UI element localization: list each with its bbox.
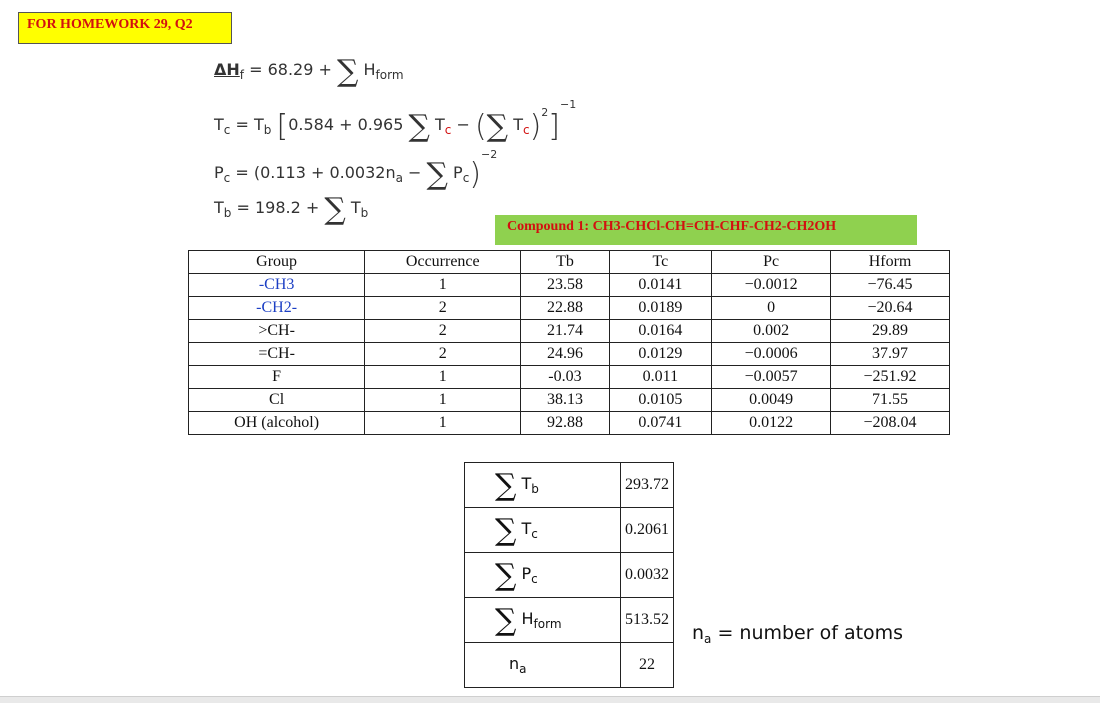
sigma-symbol: ∑ <box>324 192 346 227</box>
pc-body: = (0.113 + 0.0032n <box>230 163 396 182</box>
cell: 21.74 <box>521 320 609 343</box>
header-tc: Tc <box>609 251 712 274</box>
sum-symbol: $n_a$ <box>465 643 621 688</box>
cell: 0.0164 <box>609 320 712 343</box>
tb-term: T <box>350 198 361 217</box>
sum-symbol: ∑ $P_c$ <box>465 553 621 598</box>
cell: 24.96 <box>521 343 609 366</box>
cell: 1 <box>365 412 521 435</box>
sum-value: 513.52 <box>621 598 674 643</box>
hf-lhs-sub: f <box>239 68 245 82</box>
cell: −20.64 <box>831 297 950 320</box>
tb-lhs: T <box>214 198 224 217</box>
sum-row <box>465 553 674 598</box>
header-occurrence: Occurrence <box>365 251 521 274</box>
cell: 92.88 <box>521 412 609 435</box>
hf-const: = 68.29 + <box>244 60 337 79</box>
sum-row <box>465 463 674 508</box>
tc-lhs: T <box>214 115 224 134</box>
cell: 1 <box>365 389 521 412</box>
sigma-symbol: ∑ <box>486 109 509 144</box>
cell: -0.03 <box>521 366 609 389</box>
hf-lhs: ΔH <box>214 60 240 79</box>
cell: −0.0012 <box>712 274 831 297</box>
sum-symbol: ∑ $T_c$ <box>465 508 621 553</box>
sigma-symbol: ∑ <box>336 54 359 89</box>
sum-value: 22 <box>621 643 674 688</box>
cell: 0.002 <box>712 320 831 343</box>
tc-t2-sub: c <box>522 123 530 137</box>
cell: 0.0129 <box>609 343 712 366</box>
table-row <box>189 343 950 366</box>
pc-neg2: −2 <box>481 148 498 161</box>
cell: 0.0189 <box>609 297 712 320</box>
cell: −208.04 <box>831 412 950 435</box>
tb-const: = 198.2 + <box>231 198 325 217</box>
equation-boiling-temperature <box>214 192 368 227</box>
right-paren: ) <box>469 157 482 192</box>
cell: 0.0049 <box>712 389 831 412</box>
pc-term-sub: c <box>462 171 470 185</box>
header-pc: Pc <box>712 251 831 274</box>
na-definition: $n_a$ = number of atoms <box>692 622 904 646</box>
hf-term: H <box>363 60 376 79</box>
cell: OH (alcohol) <box>189 412 365 435</box>
tc-square: 2 <box>541 106 549 119</box>
cell: −76.45 <box>831 274 950 297</box>
tc-tb-sub: b <box>263 123 272 137</box>
tc-t1: T <box>434 115 445 134</box>
cell: 0.011 <box>609 366 712 389</box>
tc-coef: 0.584 + 0.965 <box>288 115 404 134</box>
header-hform: Hform <box>831 251 950 274</box>
cell: -CH2- <box>189 297 365 320</box>
header-group: Group <box>189 251 365 274</box>
cell: 71.55 <box>831 389 950 412</box>
sigma-symbol: ∑ <box>426 157 448 192</box>
cell: 0.0141 <box>609 274 712 297</box>
tc-minus: − <box>451 115 475 134</box>
cell: 0.0122 <box>712 412 831 435</box>
table-row <box>189 274 950 297</box>
tc-eq: = T <box>230 115 264 134</box>
table-row <box>189 297 950 320</box>
equation-critical-temperature <box>214 98 576 144</box>
tc-t2: T <box>513 115 523 134</box>
sum-value: 0.0032 <box>621 553 674 598</box>
cell: 2 <box>365 297 521 320</box>
pc-lhs-sub: c <box>223 171 231 185</box>
cell: 23.58 <box>521 274 609 297</box>
hf-term-sub: form <box>375 68 404 82</box>
tc-t1-sub: c <box>444 123 452 137</box>
table-header-row <box>189 251 950 274</box>
pc-lhs: P <box>214 163 224 182</box>
sigma-symbol: ∑ <box>408 109 430 144</box>
pc-na-sub: a <box>395 171 403 185</box>
right-bracket: ] <box>548 109 561 144</box>
table-row <box>189 389 950 412</box>
sum-row <box>465 508 674 553</box>
table-row <box>189 366 950 389</box>
sum-symbol: ∑ $T_b$ <box>465 463 621 508</box>
cell: −251.92 <box>831 366 950 389</box>
sums-table <box>464 462 674 688</box>
table-row <box>189 412 950 435</box>
cell: >CH- <box>189 320 365 343</box>
sum-value: 0.2061 <box>621 508 674 553</box>
cell: −0.0006 <box>712 343 831 366</box>
left-paren: ( <box>474 109 487 144</box>
tc-neg1: −1 <box>560 98 577 111</box>
sum-row <box>465 643 674 688</box>
equation-heat-of-formation <box>214 54 404 89</box>
cell: Cl <box>189 389 365 412</box>
sum-value: 293.72 <box>621 463 674 508</box>
cell: 2 <box>365 320 521 343</box>
group-contribution-table <box>188 250 950 435</box>
cell: −0.0057 <box>712 366 831 389</box>
cell: 2 <box>365 343 521 366</box>
cell: 0.0105 <box>609 389 712 412</box>
left-bracket: [ <box>276 109 289 144</box>
cell: 38.13 <box>521 389 609 412</box>
compound-label: Compound 1: CH3-CHCl-CH=CH-CHF-CH2-CH2OH <box>495 215 917 245</box>
cell: 37.97 <box>831 343 950 366</box>
sum-symbol: ∑ $H_{form}$ <box>465 598 621 643</box>
cell: =CH- <box>189 343 365 366</box>
pc-minus: − <box>402 163 427 182</box>
cell: F <box>189 366 365 389</box>
equation-critical-pressure <box>214 148 497 192</box>
sum-row <box>465 598 674 643</box>
cell: 1 <box>365 366 521 389</box>
cell: 0 <box>712 297 831 320</box>
tb-term-sub: b <box>360 206 369 220</box>
pc-term: P <box>453 163 463 182</box>
cell: 22.88 <box>521 297 609 320</box>
table-row <box>189 320 950 343</box>
cell: 0.0741 <box>609 412 712 435</box>
tc-lhs-sub: c <box>223 123 231 137</box>
cell: 29.89 <box>831 320 950 343</box>
right-paren: ) <box>529 109 542 144</box>
header-tb: Tb <box>521 251 609 274</box>
cell: 1 <box>365 274 521 297</box>
homework-label: FOR HOMEWORK 29, Q2 <box>18 12 232 44</box>
cell: -CH3 <box>189 274 365 297</box>
tb-lhs-sub: b <box>223 206 232 220</box>
